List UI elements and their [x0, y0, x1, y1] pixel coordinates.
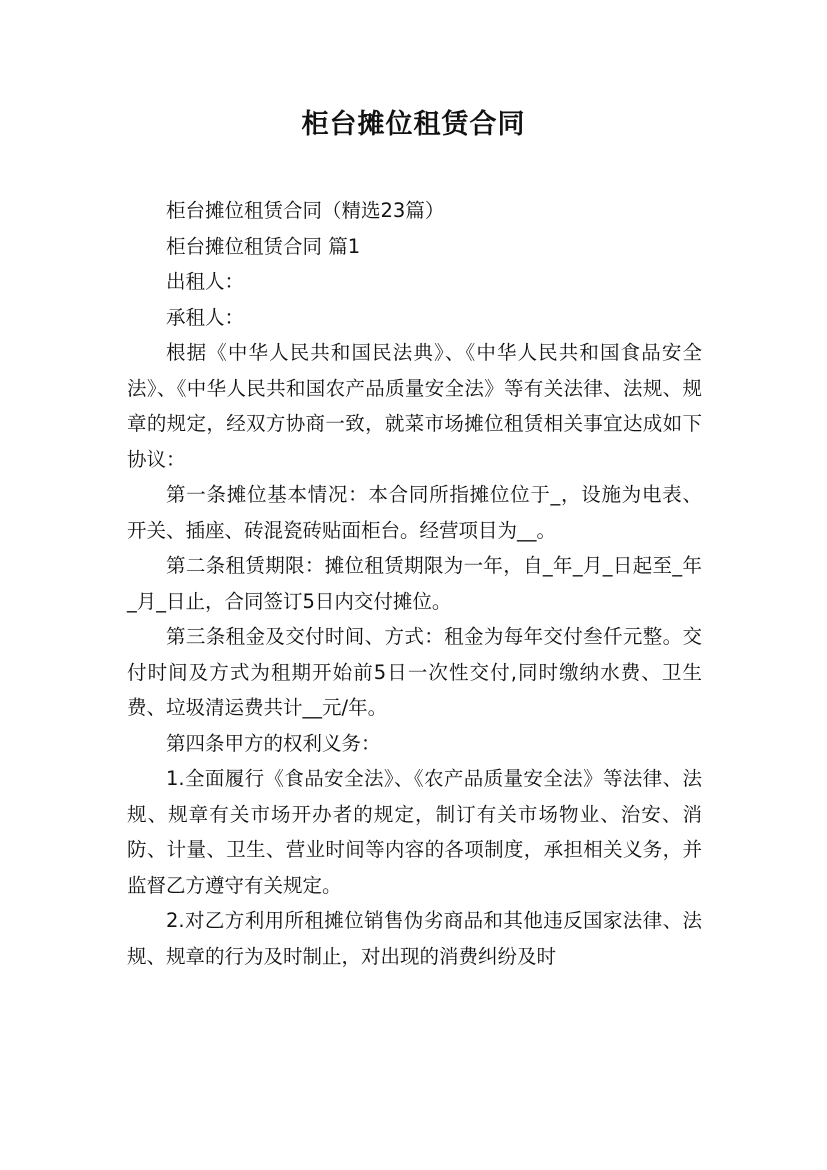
paragraph-lessor: 出租人：	[166, 270, 245, 293]
document-body	[127, 193, 702, 974]
paragraph-article-1: 第一条摊位基本情况：本合同所指摊位位于_，设施为电表、开关、插座、砖混瓷砖贴面柜台。经营项目为__。	[127, 483, 702, 542]
paragraph-article-4: 第四条甲方的权利义务：	[166, 731, 381, 755]
paragraph-subtitle: 柜台摊位租赁合同（精选23篇）	[166, 199, 445, 222]
paragraph-article-2: 第二条租赁期限：摊位租赁期限为一年，自_年_月_日起至_年_月_日止，合同签订5日内交付摊位。	[127, 554, 702, 613]
paragraph-section-heading: 柜台摊位租赁合同 篇1	[166, 234, 361, 258]
paragraph-article-4-item-1: 1.全面履行《食品安全法》、《农产品质量安全法》等法律、法规、规章有关市场开办者的规定，制订有关市场物业、治安、消防、计量、卫生、营业时间等内容的各项制度，承担相关义务，并监督乙方遵守有关规定。	[127, 767, 702, 897]
paragraph-article-3: 第三条租金及交付时间、方式：租金为每年交付叁仟元整。交付时间及方式为租期开始前5日一次性交付,同时缴纳水费、卫生费、垃圾清运费共计__元/年。	[127, 625, 702, 719]
paragraph-preamble: 根据《中华人民共和国民法典》、《中华人民共和国食品安全法》、《中华人民共和国农产品质量安全法》等有关法律、法规、规章的规定，经双方协商一致，就菜市场摊位租赁相关事宜达成如下协议：	[127, 341, 702, 471]
paragraph-article-4-item-2: 2.对乙方利用所租摊位销售伪劣商品和其他违反国家法律、法规、规章的行为及时制止，对出现的消费纠纷及时	[127, 909, 702, 968]
document-title: 柜台摊位租赁合同	[301, 109, 526, 140]
paragraph-lessee: 承租人：	[166, 305, 245, 329]
